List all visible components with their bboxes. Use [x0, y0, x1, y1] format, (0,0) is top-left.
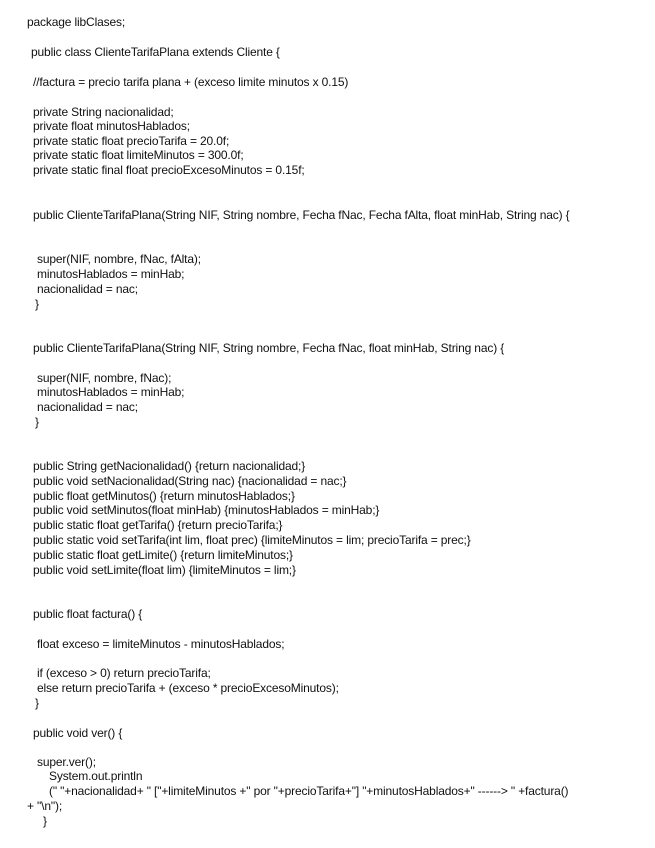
- code-line: nacionalidad = nac;: [37, 282, 138, 296]
- code-line: super(NIF, nombre, fNac, fAlta);: [37, 252, 201, 266]
- code-line: super.ver();: [37, 755, 96, 769]
- code-line: public ClienteTarifaPlana(String NIF, String nombre, Fecha fNac, Fecha fAlta, float minHab, String nac) {: [33, 208, 570, 222]
- code-line: public static float getLimite() {return limiteMinutos;}: [33, 548, 293, 562]
- code-line: public class ClienteTarifaPlana extends Cliente {: [31, 45, 280, 59]
- code-line: else return precioTarifa + (exceso * precioExcesoMinutos);: [37, 681, 339, 695]
- code-line: private String nacionalidad;: [33, 105, 174, 119]
- code-line: public void setLimite(float lim) {limiteMinutos = lim;}: [33, 563, 296, 577]
- code-line: if (exceso > 0) return precioTarifa;: [37, 666, 211, 680]
- code-line: }: [35, 696, 39, 710]
- code-line: System.out.println: [49, 769, 143, 783]
- code-line: float exceso = limiteMinutos - minutosHablados;: [37, 637, 285, 651]
- code-line: public ClienteTarifaPlana(String NIF, String nombre, Fecha fNac, float minHab, String nac) {: [33, 341, 505, 355]
- code-line: private static float limiteMinutos = 300.0f;: [33, 148, 244, 162]
- code-line: + "\n");: [27, 799, 62, 813]
- code-line: nacionalidad = nac;: [37, 400, 138, 414]
- code-line: public void ver() {: [33, 726, 123, 740]
- code-line: public String getNacionalidad() {return nacionalidad;}: [33, 459, 306, 473]
- code-line: private static final float precioExcesoMinutos = 0.15f;: [33, 163, 305, 177]
- code-line: public void setNacionalidad(String nac) {nacionalidad = nac;}: [33, 474, 347, 488]
- code-line: }: [35, 297, 39, 311]
- code-line: package libClases;: [27, 15, 126, 29]
- code-line: //factura = precio tarifa plana + (exceso limite minutos x 0.15): [33, 75, 349, 89]
- code-line: (" "+nacionalidad+ " ["+limiteMinutos +" por "+precioTarifa+"] "+minutosHablados+" ------> " +factura(): [49, 784, 569, 798]
- code-line: public static float getTarifa() {return precioTarifa;}: [33, 518, 283, 532]
- code-line: private static float precioTarifa = 20.0f;: [33, 134, 230, 148]
- code-line: public void setMinutos(float minHab) {minutosHablados = minHab;}: [33, 503, 380, 517]
- code-line: public float factura() {: [33, 607, 143, 621]
- code-line: private float minutosHablados;: [33, 119, 190, 133]
- code-line: super(NIF, nombre, fNac);: [37, 371, 172, 385]
- code-line: public float getMinutos() {return minutosHablados;}: [33, 489, 295, 503]
- code-line: minutosHablados = minHab;: [37, 385, 185, 399]
- code-line: }: [43, 814, 47, 828]
- code-line: public static void setTarifa(int lim, float prec) {limiteMinutos = lim; precioTarifa = prec;}: [33, 533, 471, 547]
- code-line: }: [35, 415, 39, 429]
- code-line: minutosHablados = minHab;: [37, 267, 185, 281]
